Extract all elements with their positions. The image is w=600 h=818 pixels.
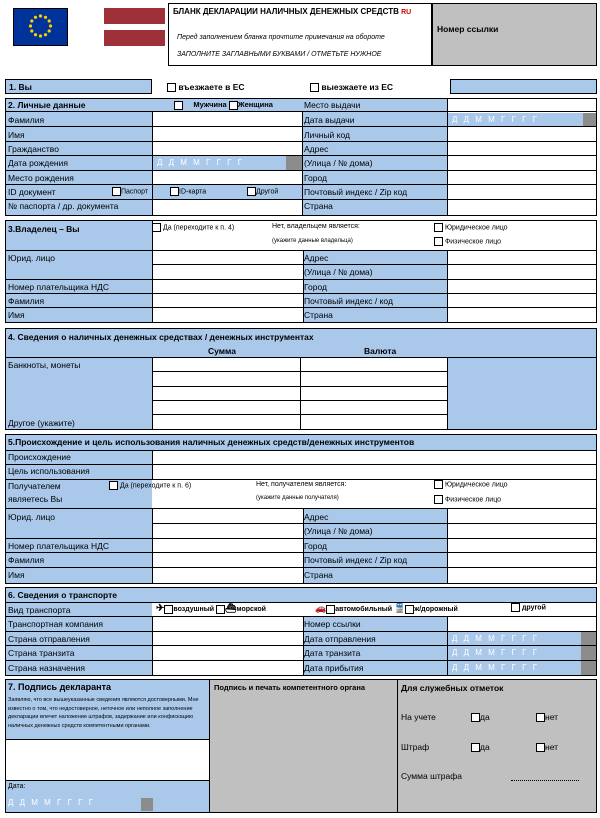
- citizenship-label: Гражданство: [8, 144, 59, 154]
- recipient-no-hint: (укажите данные получателя): [256, 495, 339, 501]
- name-label: Имя: [8, 130, 25, 140]
- reference-number-box[interactable]: [432, 3, 597, 66]
- origin-label: Происхождение: [8, 452, 71, 462]
- section-7: [5, 679, 597, 813]
- recipient-yes-label: Да (переходите к п. 6): [119, 482, 192, 490]
- recipient-label-2: являетесь Вы: [8, 494, 63, 504]
- air-label: воздушный: [173, 606, 215, 613]
- id-document-label: ID документ: [8, 187, 56, 197]
- address-label: Адрес: [304, 144, 329, 154]
- recipient-name-label: Имя: [8, 570, 25, 580]
- personal-code-label: Личный код: [304, 130, 350, 140]
- section-1-title: 1. Вы: [9, 82, 32, 92]
- other-transport-label: другой: [521, 604, 546, 612]
- registered-no-label: нет: [545, 712, 559, 722]
- fine-amount-input[interactable]: [511, 780, 579, 781]
- section-4-title: 4. Сведения о наличных денежных средствах / денежных инструментах: [8, 332, 314, 342]
- owner-no-hint: (укажите данные владельца): [272, 238, 353, 244]
- fine-label: Штраф: [401, 742, 430, 752]
- owner-city-label: Город: [304, 282, 327, 292]
- signature-date-input[interactable]: Д Д М М Г Г Г Г: [8, 798, 96, 807]
- owner-natural-checkbox[interactable]: [434, 237, 443, 246]
- car-label: автомобильный: [335, 606, 393, 613]
- transport-company-label: Транспортная компания: [8, 619, 104, 629]
- owner-no-label: Нет, владельцем является:: [272, 223, 360, 230]
- transit-country-label: Страна транзита: [8, 648, 75, 658]
- currency-column-header: Валюта: [364, 346, 397, 356]
- other-doc-checkbox[interactable]: [247, 187, 256, 196]
- recipient-label-1: Получателем: [8, 481, 61, 491]
- recipient-city-label: Город: [304, 541, 327, 551]
- header-title-box: [168, 3, 432, 66]
- owner-address-label: Адрес: [304, 253, 329, 263]
- passport-checkbox[interactable]: [112, 187, 121, 196]
- recipient-country-label: Страна: [304, 570, 333, 580]
- transport-mode-label: Вид транспорта: [8, 605, 71, 615]
- owner-surname-label: Фамилия: [8, 296, 45, 306]
- section-3-title: 3.Владелец – Вы: [8, 224, 80, 234]
- zip-label: Почтовый индекс / Zip код: [304, 187, 408, 197]
- authority-stamp-label: Подпись и печать компетентного органа: [214, 683, 366, 692]
- owner-name-label: Имя: [8, 310, 25, 320]
- form-title: БЛАНК ДЕКЛАРАЦИИ НАЛИЧНЫХ ДЕНЕЖНЫХ СРЕДСТВ: [173, 7, 399, 16]
- departure-date-label: Дата отправления: [304, 634, 376, 644]
- arrival-date-label: Дата прибытия: [304, 663, 364, 673]
- other-doc-label: Другой: [256, 188, 279, 196]
- country-code: RU: [401, 9, 412, 16]
- issue-date-input[interactable]: Д Д М М Г Г Г Г: [448, 113, 583, 127]
- section-2-title: 2. Личные данные: [8, 100, 86, 110]
- birth-date-input[interactable]: Д Д М М Г Г Г Г: [153, 156, 286, 170]
- eu-stars-icon: [14, 9, 67, 45]
- declaration-text: Заявляю, что все вышеуказанные сведения являются достоверными. Мне известно о том, что недостоверное, неточное или неполное заполнение декларации влечет наложение штрафов, задержание или конфискацию наличных денежных средств компетентными органами.: [8, 697, 199, 729]
- country-label: Страна: [304, 201, 333, 211]
- birth-date-label: Дата рождения: [8, 158, 68, 168]
- owner-street-label: (Улица / № дома): [304, 267, 373, 277]
- enter-eu-label: въезжаете в ЕС: [178, 82, 245, 92]
- section-1: [5, 79, 597, 94]
- exit-eu-label: выезжаете из ЕС: [321, 82, 394, 92]
- sea-checkbox[interactable]: [216, 605, 225, 614]
- recipient-street-label: (Улица / № дома): [304, 526, 373, 536]
- id-card-checkbox[interactable]: [170, 187, 179, 196]
- fine-yes-label: да: [480, 742, 490, 752]
- recipient-address-label: Адрес: [304, 512, 329, 522]
- train-icon: 🚆: [394, 603, 406, 613]
- owner-legal-checkbox[interactable]: [434, 223, 443, 232]
- eu-flag: [13, 8, 68, 46]
- transit-date-input[interactable]: Д Д М М Г Г Г Г: [448, 646, 581, 660]
- registered-no-checkbox[interactable]: [536, 713, 545, 722]
- surname-label: Фамилия: [8, 115, 45, 125]
- passport-label: Паспорт: [121, 188, 149, 196]
- registered-yes-label: да: [480, 712, 490, 722]
- section-3: [5, 220, 597, 323]
- transport-ref-label: Номер ссылки: [304, 619, 361, 629]
- section-7-title: 7. Подпись декларанта: [8, 682, 111, 692]
- male-label: Мужчина: [193, 100, 227, 109]
- rail-label: ж/дорожный: [414, 606, 458, 613]
- birth-place-label: Место рождения: [8, 173, 74, 183]
- recipient-legal-entity-label: Юрид. лицо: [8, 512, 55, 522]
- transit-date-label: Дата транзита: [304, 648, 361, 658]
- airplane-icon: ✈: [156, 603, 165, 614]
- owner-vat-label: Номер плательщика НДС: [8, 282, 110, 292]
- section-5-title: 5.Происхождение и цель использования наличных денежных средств/денежных инструментов: [8, 437, 415, 447]
- passport-number-label: № паспорта / др. документа: [8, 201, 119, 211]
- recipient-legal-label: Юридическое лицо: [444, 481, 508, 489]
- city-label: Город: [304, 173, 327, 183]
- fine-no-checkbox[interactable]: [536, 743, 545, 752]
- recipient-legal-checkbox[interactable]: [434, 480, 443, 489]
- car-checkbox[interactable]: [326, 605, 335, 614]
- id-card-label: ID-карта: [179, 188, 207, 196]
- reference-number-label: Номер ссылки: [437, 24, 499, 34]
- recipient-natural-label: Физическое лицо: [444, 496, 502, 504]
- arrival-date-input[interactable]: Д Д М М Г Г Г Г: [448, 661, 581, 675]
- section-4: [5, 328, 597, 430]
- banknotes-label: Банкноты, монеты: [8, 360, 81, 370]
- owner-natural-label: Физическое лицо: [444, 238, 502, 246]
- other-transport-checkbox[interactable]: [511, 603, 520, 612]
- owner-yes-label: Да (переходите к п. 4): [162, 224, 235, 232]
- ship-icon: ⛴: [224, 603, 237, 613]
- official-use-label: Для служебных отметок: [401, 683, 504, 693]
- female-label: Женщина: [237, 100, 273, 109]
- recipient-zip-label: Почтовый индекс / Zip код: [304, 555, 408, 565]
- departure-country-label: Страна отправления: [8, 634, 90, 644]
- fine-no-label: нет: [545, 742, 559, 752]
- owner-zip-label: Почтовый индекс / код: [304, 296, 393, 306]
- issue-date-label: Дата выдачи: [304, 115, 355, 125]
- departure-date-input[interactable]: Д Д М М Г Г Г Г: [448, 632, 581, 645]
- fine-yes-checkbox[interactable]: [471, 743, 480, 752]
- section-2: [5, 98, 597, 216]
- recipient-surname-label: Фамилия: [8, 555, 45, 565]
- latvia-flag: [104, 8, 165, 46]
- car-icon: 🚗: [315, 603, 327, 613]
- sea-label: морской: [236, 606, 266, 613]
- enter-eu-checkbox[interactable]: [167, 83, 176, 92]
- female-checkbox[interactable]: [229, 101, 238, 110]
- rail-checkbox[interactable]: [405, 605, 414, 614]
- recipient-no-label: Нет, получателем является:: [256, 481, 347, 488]
- date-label: Дата:: [8, 783, 26, 790]
- registered-label: На учете: [401, 712, 436, 722]
- section-5: [5, 434, 597, 584]
- owner-yes-checkbox[interactable]: [152, 223, 161, 232]
- other-instrument-label: Другое (укажите): [8, 418, 75, 428]
- exit-eu-checkbox[interactable]: [310, 83, 319, 92]
- owner-legal-entity-label: Юрид. лицо: [8, 253, 55, 263]
- header-note: Перед заполнением бланка прочтите примечания на обороте: [177, 34, 385, 41]
- destination-country-label: Страна назначения: [8, 663, 85, 673]
- registered-yes-checkbox[interactable]: [471, 713, 480, 722]
- signature-area[interactable]: [6, 739, 209, 780]
- owner-legal-label: Юридическое лицо: [444, 224, 508, 232]
- purpose-label: Цель использования: [8, 466, 90, 476]
- recipient-vat-label: Номер плательщика НДС: [8, 541, 110, 551]
- sum-column-header: Сумма: [208, 346, 236, 356]
- recipient-yes-checkbox[interactable]: [109, 481, 118, 490]
- owner-country-label: Страна: [304, 310, 333, 320]
- male-checkbox[interactable]: [174, 101, 183, 110]
- section-6-title: 6. Сведения о транспорте: [8, 590, 118, 600]
- place-of-issue-label: Место выдачи: [304, 100, 361, 110]
- fine-amount-label: Сумма штрафа: [401, 771, 462, 781]
- section-6: [5, 587, 597, 676]
- street-label: (Улица / № дома): [304, 158, 373, 168]
- recipient-natural-checkbox[interactable]: [434, 495, 443, 504]
- header-instruction: ЗАПОЛНИТЕ ЗАГЛАВНЫМИ БУКВАМИ / ОТМЕТЬТЕ НУЖНОЕ: [177, 51, 382, 58]
